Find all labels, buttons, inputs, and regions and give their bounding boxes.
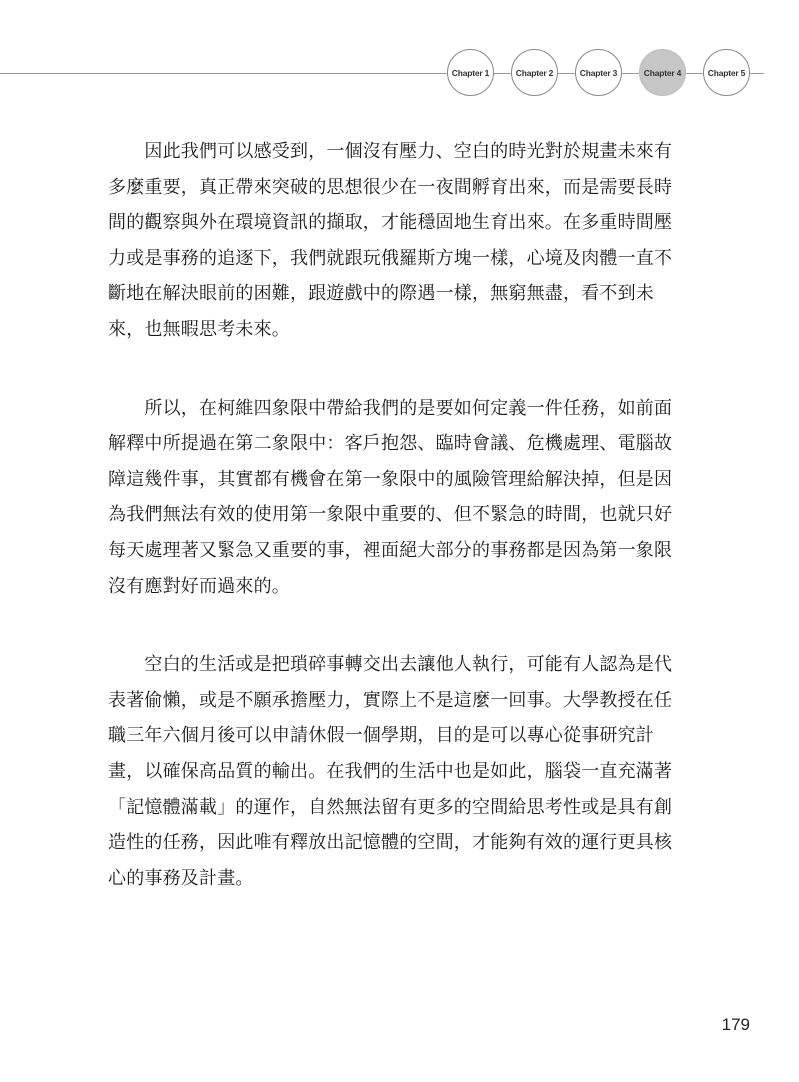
- text-line: 畫，以確保高品質的輸出。在我們的生活中也是如此，腦袋一直充滿著: [108, 760, 673, 782]
- text-line: 解釋中所提過在第二象限中：客戶抱怨、臨時會議、危機處理、電腦故: [108, 433, 673, 455]
- text-line: 來，也無暇思考未來。: [108, 318, 290, 340]
- paragraph-2: [108, 391, 708, 605]
- body-text: [108, 134, 708, 939]
- text-line: 沒有應對好而過來的。: [108, 575, 290, 597]
- text-line: 心的事務及計畫。: [108, 867, 254, 889]
- text-line: 職三年六個月後可以申請休假一個學期，目的是可以專心從事研究計: [108, 725, 654, 747]
- text-line: 因此我們可以感受到，一個沒有壓力、空白的時光對於規畫未來有: [108, 141, 673, 162]
- paragraph-3: [108, 647, 708, 896]
- page-number: 179: [721, 1015, 750, 1034]
- text-line: 「記憶體滿載」的運作，自然無法留有更多的空間給思考性或是具有創: [108, 796, 673, 818]
- chapter-5-tab: Chapter 5: [703, 49, 750, 96]
- text-line: 表著偷懶，或是不願承擔壓力，實際上不是這麼一回事。大學教授在任: [108, 689, 673, 711]
- chapter-navigation: [0, 48, 799, 102]
- chapter-1-tab: Chapter 1: [447, 49, 494, 96]
- text-line: 空白的生活或是把瑣碎事轉交出去讓他人執行，可能有人認為是代: [108, 654, 673, 676]
- chapter-2-tab: Chapter 2: [511, 49, 558, 96]
- text-line: 多麼重要，真正帶來突破的思想很少在一夜間孵育出來，而是需要長時: [108, 176, 673, 198]
- text-line: 造性的任務，因此唯有釋放出記憶體的空間，才能夠有效的運行更具核: [108, 832, 673, 854]
- paragraph-1: [108, 134, 708, 348]
- text-line: 障這幾件事，其實都有機會在第一象限中的風險管理給解決掉，但是因: [108, 468, 673, 490]
- chapter-3-tab: Chapter 3: [575, 49, 622, 96]
- text-line: 所以，在柯維四象限中帶給我們的是要如何定義一件任務，如前面: [108, 397, 673, 419]
- text-line: 間的觀察與外在環境資訊的擷取，才能穩固地生育出來。在多重時間壓: [108, 212, 673, 234]
- text-line: 斷地在解決眼前的困難，跟遊戲中的際遇一樣，無窮無盡，看不到未: [108, 283, 654, 305]
- text-line: 每天處理著又緊急又重要的事，裡面絕大部分的事務都是因為第一象限: [108, 539, 673, 561]
- text-line: 力或是事務的追逐下，我們就跟玩俄羅斯方塊一樣，心境及肉體一直不: [108, 247, 673, 269]
- text-line: 為我們無法有效的使用第一象限中重要的、但不緊急的時間，也就只好: [108, 504, 673, 526]
- chapter-nav-rule-end: [752, 73, 764, 74]
- chapter-4-tab-active: Chapter 4: [639, 49, 686, 96]
